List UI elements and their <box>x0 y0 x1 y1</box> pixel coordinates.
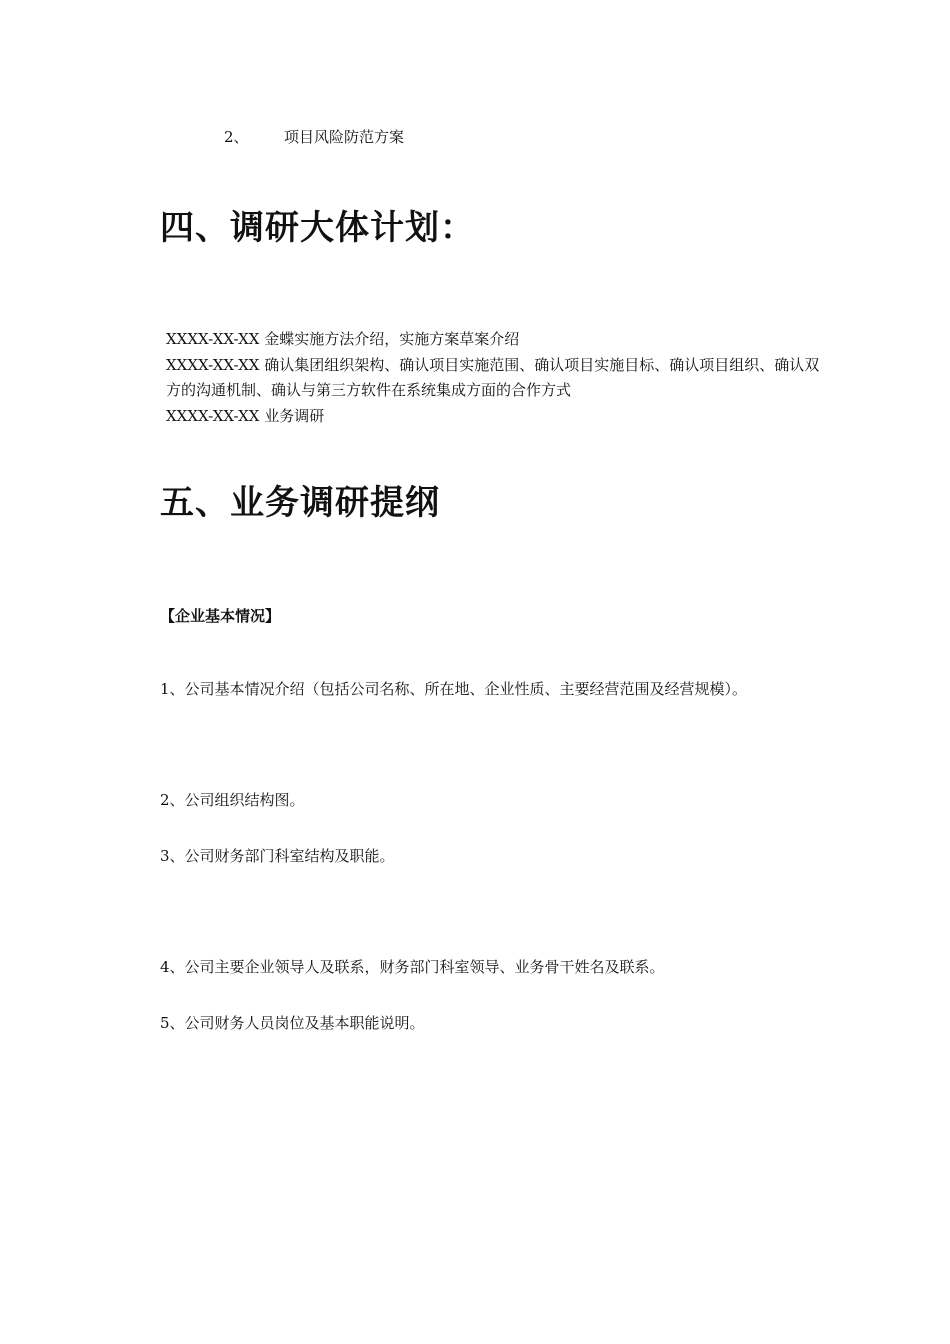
plan-line: XXXX-XX-XX 业务调研 <box>166 406 325 425</box>
plan-line: XXXX-XX-XX 确认集团组织架构、确认项目实施范围、确认项目实施目标、确认项目组织、确认双方的沟通机制、确认与第三方软件在系统集成方面的合作方式 <box>166 355 820 399</box>
outline-question: 1、公司基本情况介绍（包括公司名称、所在地、企业性质、主要经营范围及经营规模）。 <box>160 680 748 698</box>
outline-question: 3、公司财务部门科室结构及职能。 <box>160 847 395 865</box>
list-item-number: 2、 <box>224 128 249 146</box>
list-item-text: 项目风险防范方案 <box>284 128 405 146</box>
list-item-risk-plan <box>224 127 404 147</box>
subheading-company-basics: 【企业基本情况】 <box>160 607 281 625</box>
outline-question: 2、公司组织结构图。 <box>160 791 305 809</box>
outline-question: 4、公司主要企业领导人及联系，财务部门科室领导、业务骨干姓名及联系。 <box>160 958 665 976</box>
section-heading-research-plan: 四、调研大体计划： <box>160 208 475 248</box>
plan-line: XXXX-XX-XX 金蝶实施方法介绍，实施方案草案介绍 <box>166 330 520 348</box>
outline-question: 5、公司财务人员岗位及基本职能说明。 <box>160 1014 425 1032</box>
research-plan-schedule <box>166 327 826 429</box>
section-heading-business-outline: 五、业务调研提纲 <box>160 483 440 523</box>
